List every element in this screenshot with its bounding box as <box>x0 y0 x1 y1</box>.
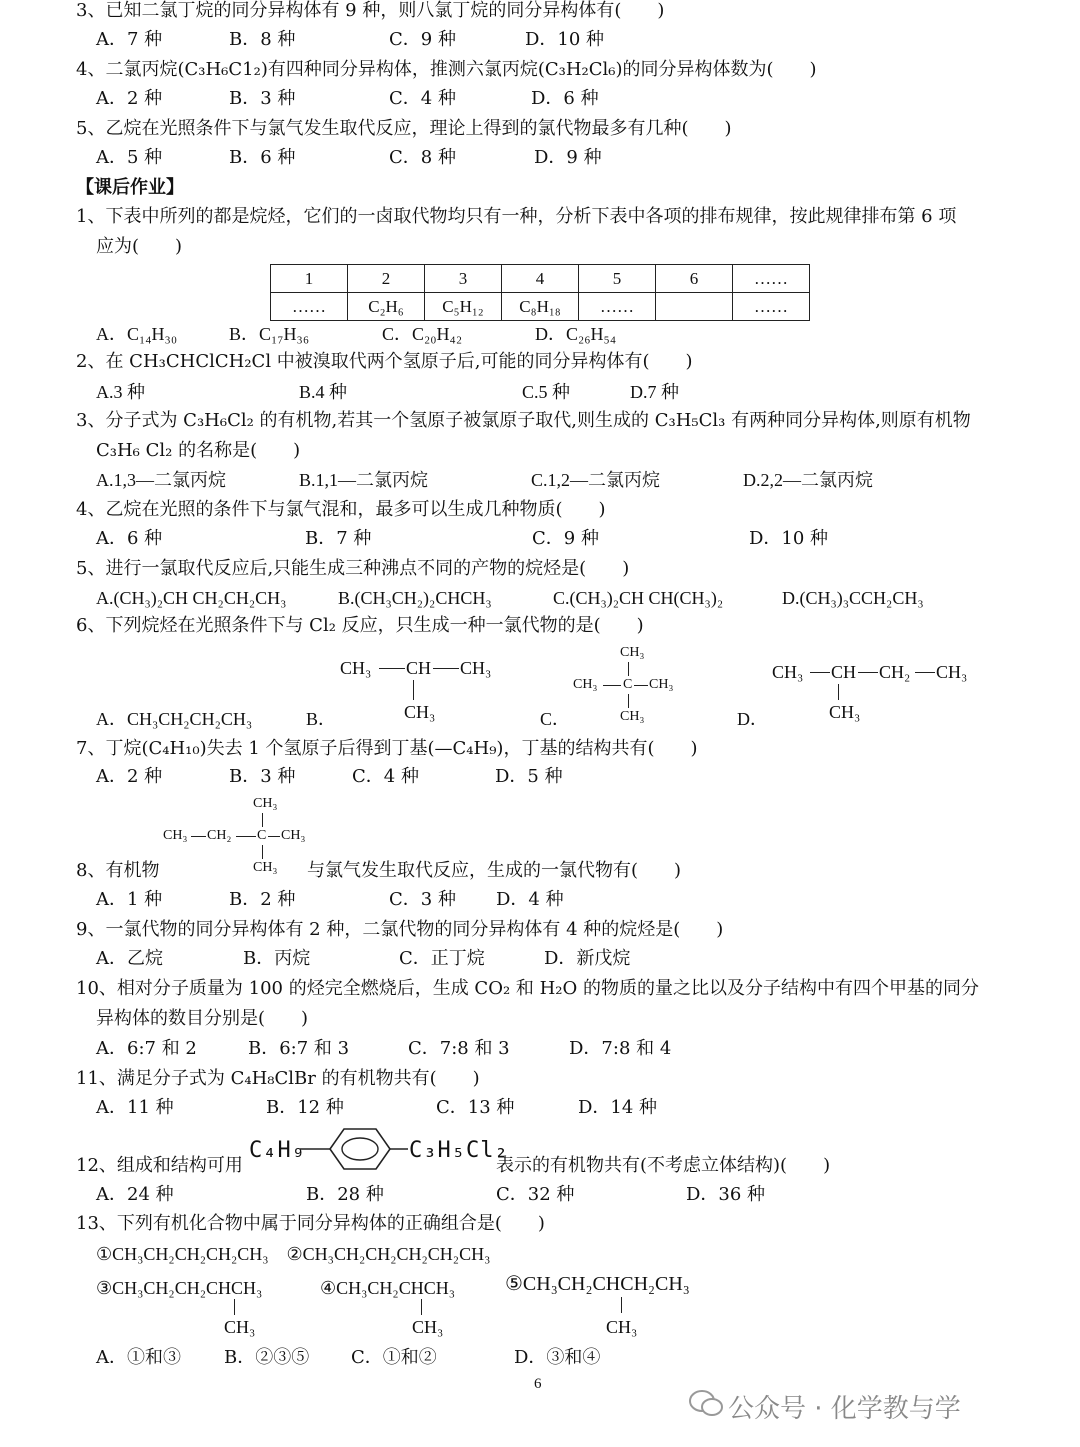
page-number: 6 <box>534 1376 542 1392</box>
atom-label: CH₃ <box>224 1317 256 1337</box>
h3-stem: 3、分子式为 C₃H₆Cl₂ 的有机物,若其一个氢原子被氯原子取代,则生成的 C₃H₅Cl₃ 有两种同分异构体,则原有机物 <box>76 410 971 431</box>
h13-option-b[interactable]: B．②③⑤ <box>224 1347 310 1368</box>
q3-option-c[interactable]: C．9 种 <box>389 29 456 50</box>
q4-option-c[interactable]: C．4 种 <box>389 88 456 109</box>
atom-label: CH₃ <box>412 1317 444 1337</box>
h9-option-d[interactable]: D．新戊烷 <box>544 948 631 969</box>
h8-stem-tail: 与氯气发生取代反应，生成的一氯代物有( ) <box>307 860 682 881</box>
h6-option-d[interactable]: D． <box>737 709 768 729</box>
h4-option-d[interactable]: D．10 种 <box>749 528 829 549</box>
bond-line <box>634 685 648 686</box>
q5-option-a[interactable]: A．5 种 <box>96 147 163 168</box>
h7-option-b[interactable]: B．3 种 <box>229 766 296 787</box>
h6-option-a[interactable]: A．CH₃CH₂CH₂CH₃ <box>96 709 253 729</box>
table-row <box>271 265 810 293</box>
h4-option-c[interactable]: C．9 种 <box>532 528 599 549</box>
bond-line <box>234 1299 235 1315</box>
bond-line <box>603 685 621 686</box>
bond-line <box>628 662 629 676</box>
q3-stem: 3、已知二氯丁烷的同分异构体有 9 种，则八氯丁烷的同分异构体有( ) <box>76 0 665 21</box>
atom-label: CH₂ <box>879 662 911 682</box>
table-cell: 5 <box>579 265 656 293</box>
bond-line <box>433 668 459 669</box>
h3-option-d[interactable]: D.2,2—二氯丙烷 <box>743 470 873 490</box>
h9-option-a[interactable]: A．乙烷 <box>96 948 163 969</box>
h13-option-c[interactable]: C．①和② <box>351 1347 437 1368</box>
atom-label: CH₃ <box>163 828 188 843</box>
h12-option-b[interactable]: B．28 种 <box>306 1184 384 1205</box>
h1-option-c[interactable]: C．C₂₀H₄₂ <box>382 324 463 344</box>
h13-items-1-2: ①CH₃CH₂CH₂CH₂CH₃ ②CH₃CH₂CH₂CH₂CH₂CH₃ <box>96 1244 491 1264</box>
table-cell: …… <box>733 265 810 293</box>
h8-option-d[interactable]: D．4 种 <box>496 889 564 910</box>
atom-label: CH₃ <box>772 662 804 682</box>
q3-option-d[interactable]: D．10 种 <box>525 29 605 50</box>
h10-option-a[interactable]: A．6:7 和 2 <box>96 1038 197 1059</box>
h8-stem: 8、有机物 <box>76 860 160 881</box>
h10-stem-cont: 异构体的数目分别是( ) <box>96 1008 309 1029</box>
h13-stem: 13、下列有机化合物中属于同分异构体的正确组合是( ) <box>76 1213 545 1234</box>
table-cell: 4 <box>502 265 579 293</box>
atom-label: CH₃ <box>404 702 436 722</box>
h5-option-a[interactable]: A.(CH₃)₂CH CH₂CH₂CH₃ <box>96 588 287 608</box>
atom-label: CH₃ <box>340 658 372 678</box>
q5-stem: 5、乙烷在光照条件下与氯气发生取代反应，理论上得到的氯代物最多有几种( ) <box>76 118 732 139</box>
atom-label: CH₃ <box>936 662 968 682</box>
atom-label: CH <box>831 662 857 682</box>
wechat-icon <box>688 1388 724 1418</box>
q5-option-d[interactable]: D．9 种 <box>534 147 602 168</box>
h3-stem-cont: C₃H₆ Cl₂ 的名称是( ) <box>96 440 301 461</box>
bond-line <box>262 845 263 859</box>
h12-option-a[interactable]: A．24 种 <box>96 1184 174 1205</box>
table-cell: …… <box>579 293 656 321</box>
atom-label: CH₃ <box>829 702 861 722</box>
h6-stem: 6、下列烷烃在光照条件下与 Cl₂ 反应，只生成一种一氯代物的是( ) <box>76 615 644 636</box>
alkane-sequence-table <box>270 264 810 321</box>
h6-option-b[interactable]: B． <box>306 709 337 729</box>
q4-stem: 4、二氯丙烷(C₃H₆C1₂)有四种同分异构体，推测六氯丙烷(C₃H₂Cl₆)的同分异构体数为( ) <box>76 59 817 80</box>
atom-label: CH₃ <box>620 645 645 660</box>
h12-option-c[interactable]: C．32 种 <box>496 1184 575 1205</box>
h10-option-b[interactable]: B．6:7 和 3 <box>248 1038 350 1059</box>
bond-line <box>191 836 206 837</box>
h11-option-d[interactable]: D．14 种 <box>578 1097 658 1118</box>
atom-label: CH₃ <box>460 658 492 678</box>
h3-option-c[interactable]: C.1,2—二氯丙烷 <box>531 470 661 490</box>
h11-option-b[interactable]: B．12 种 <box>266 1097 344 1118</box>
benzene-ring-icon <box>300 1126 420 1172</box>
bond-line <box>236 836 256 837</box>
h12-stem: 12、组成和结构可用 <box>76 1155 243 1176</box>
bond-line <box>628 694 629 708</box>
h11-option-c[interactable]: C．13 种 <box>436 1097 515 1118</box>
h1-stem-cont: 应为( ) <box>96 236 183 257</box>
h4-stem: 4、乙烷在光照的条件下与氯气混和，最多可以生成几种物质( ) <box>76 499 606 520</box>
h6-option-c[interactable]: C． <box>540 709 571 729</box>
table-cell: C₈H₁₈ <box>502 293 579 321</box>
q4-option-b[interactable]: B．3 种 <box>229 88 296 109</box>
h10-stem: 10、相对分子质量为 100 的烃完全燃烧后，生成 CO₂ 和 H₂O 的物质的量之比以及分子结构中有四个甲基的同分 <box>76 978 980 999</box>
h5-option-d[interactable]: D.(CH₃)₃CCH₂CH₃ <box>782 588 924 608</box>
h5-stem: 5、进行一氯取代反应后,只能生成三种沸点不同的产物的烷烃是( ) <box>76 558 630 579</box>
bond-line <box>379 668 405 669</box>
q4-option-a[interactable]: A．2 种 <box>96 88 163 109</box>
h7-option-a[interactable]: A．2 种 <box>96 766 163 787</box>
atom-label: CH₃ <box>253 796 278 811</box>
h13-item-5: ⑤CH₃CH₂CHCH₂CH₃ <box>505 1273 690 1295</box>
h4-option-b[interactable]: B．7 种 <box>305 528 372 549</box>
h12-stem-tail: 表示的有机物共有(不考虑立体结构)( ) <box>496 1155 831 1176</box>
atom-label: C <box>257 828 267 843</box>
q5-option-c[interactable]: C．8 种 <box>389 147 456 168</box>
h12-option-d[interactable]: D．36 种 <box>686 1184 766 1205</box>
table-cell: C₂H₆ <box>348 293 425 321</box>
atom-label: CH₃ <box>649 677 674 692</box>
h3-option-b[interactable]: B.1,1—二氯丙烷 <box>299 470 429 490</box>
atom-label: CH₃ <box>281 828 306 843</box>
h9-option-b[interactable]: B．丙烷 <box>243 948 311 969</box>
h13-option-a[interactable]: A．①和③ <box>96 1347 181 1368</box>
table-row <box>271 293 810 321</box>
h13-item-3: ③CH₃CH₂CH₂CHCH₃ <box>96 1278 263 1298</box>
atom-label: CH₃ <box>620 709 645 724</box>
bond-line <box>915 672 935 673</box>
table-cell: 3 <box>425 265 502 293</box>
q3-option-a[interactable]: A．7 种 <box>96 29 163 50</box>
h2-option-d[interactable]: D.7 种 <box>630 382 679 402</box>
atom-label: CH₃ <box>606 1317 638 1337</box>
h7-stem: 7、丁烷(C₄H₁₀)失去 1 个氢原子后得到丁基(—C₄H₉)，丁基的结构共有( ) <box>76 738 698 759</box>
h13-item-4: ④CH₃CH₂CHCH₃ <box>320 1278 455 1298</box>
bond-line <box>262 813 263 827</box>
h10-option-c[interactable]: C．7:8 和 3 <box>408 1038 510 1059</box>
watermark: 公众号 · 化学教与学 <box>728 1394 961 1424</box>
h8-option-b[interactable]: B．2 种 <box>229 889 296 910</box>
h11-stem: 11、满足分子式为 C₄H₈ClBr 的有机物共有( ) <box>76 1068 480 1089</box>
table-cell: …… <box>271 293 348 321</box>
h7-option-c[interactable]: C．4 种 <box>352 766 419 787</box>
h2-option-c[interactable]: C.5 种 <box>522 382 571 402</box>
bond-line <box>838 684 839 700</box>
q4-option-d[interactable]: D．6 种 <box>531 88 599 109</box>
bond-line <box>810 672 830 673</box>
h11-option-a[interactable]: A．11 种 <box>96 1097 174 1118</box>
h1-stem: 1、下表中所列的都是烷烃，它们的一卤取代物均只有一种，分析下表中各项的排布规律，按此规律排布第 6 项 <box>76 206 957 227</box>
q5-option-b[interactable]: B．6 种 <box>229 147 296 168</box>
bond-line <box>421 1299 422 1315</box>
h7-option-d[interactable]: D．5 种 <box>495 766 563 787</box>
h3-option-a[interactable]: A.1,3—二氯丙烷 <box>96 470 226 490</box>
h2-option-b[interactable]: B.4 种 <box>299 382 348 402</box>
table-cell <box>656 293 733 321</box>
homework-heading: 【课后作业】 <box>76 177 184 198</box>
h8-option-c[interactable]: C．3 种 <box>389 889 456 910</box>
h5-option-c[interactable]: C.(CH₃)₂CH CH(CH₃)₂ <box>553 588 724 608</box>
substituent-label: C₃H₅Cl₂ <box>409 1138 509 1163</box>
atom-label: CH₃ <box>253 860 278 875</box>
h2-option-a[interactable]: A.3 种 <box>96 382 145 402</box>
atom-label: CH <box>406 658 432 678</box>
h13-option-d[interactable]: D．③和④ <box>514 1347 601 1368</box>
h5-option-b[interactable]: B.(CH₃CH₂)₂CHCH₃ <box>338 588 492 608</box>
h1-option-a[interactable]: A．C₁₄H₃₀ <box>96 324 178 344</box>
bond-line <box>858 672 878 673</box>
substituent-label: C₄H₉ <box>249 1138 306 1163</box>
h4-option-a[interactable]: A．6 种 <box>96 528 163 549</box>
q3-option-b[interactable]: B．8 种 <box>229 29 296 50</box>
h9-stem: 9、一氯代物的同分异构体有 2 种，二氯代物的同分异构体有 4 种的烷烃是( ) <box>76 919 724 940</box>
bond-line <box>621 1297 622 1313</box>
h1-option-d[interactable]: D．C₂₆H₅₄ <box>535 324 617 344</box>
h8-option-a[interactable]: A．1 种 <box>96 889 163 910</box>
table-cell: 6 <box>656 265 733 293</box>
h1-option-b[interactable]: B．C₁₇H₃₆ <box>229 324 310 344</box>
table-cell: C₅H₁₂ <box>425 293 502 321</box>
h2-stem: 2、在 CH₃CHClCH₂Cl 中被溴取代两个氢原子后,可能的同分异构体有( ) <box>76 351 693 372</box>
h10-option-d[interactable]: D．7:8 和 4 <box>569 1038 672 1059</box>
table-cell: 2 <box>348 265 425 293</box>
atom-label: C <box>623 677 633 692</box>
bond-line <box>413 680 414 700</box>
table-cell: …… <box>733 293 810 321</box>
bond-line <box>268 836 280 837</box>
atom-label: CH₂ <box>207 828 232 843</box>
table-cell: 1 <box>271 265 348 293</box>
h9-option-c[interactable]: C．正丁烷 <box>399 948 485 969</box>
atom-label: CH₃ <box>573 677 598 692</box>
